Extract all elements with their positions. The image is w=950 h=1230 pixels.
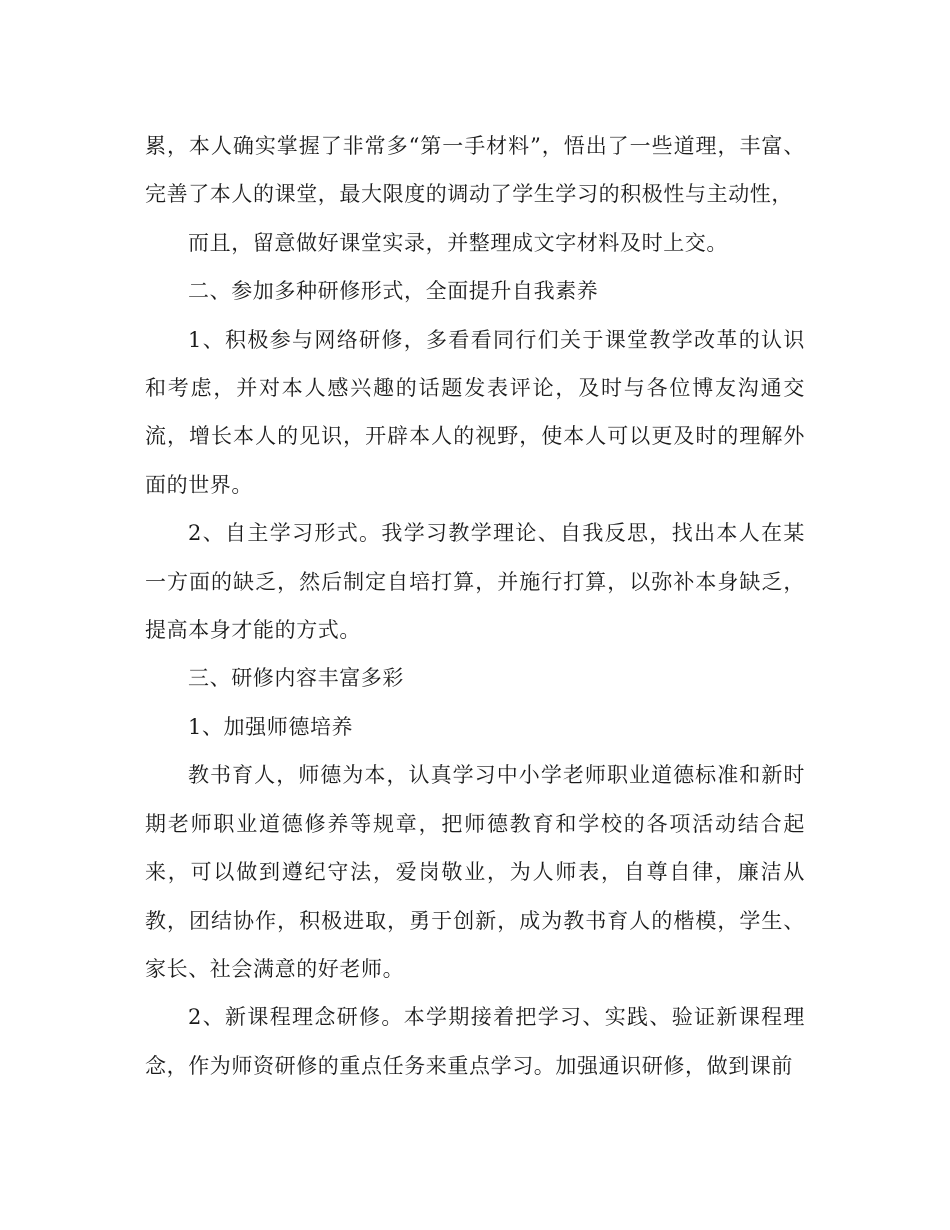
subheading-ethics: 1、加强师德培养 xyxy=(188,714,354,739)
paragraph-network-study: 1、积极参与网络研修，多看看同行们关于课堂教学改革的认识和考虑，并对本人感兴趣的话题发表评论，及时与各位博友沟通交流，增长本人的见识，开辟本人的视野，使本人可以更及时的理解外面的世界。 xyxy=(145,327,805,497)
document-body xyxy=(145,122,805,1090)
section-heading-2: 二、参加多种研修形式，全面提升自我素养 xyxy=(188,279,599,304)
section-heading-3: 三、研修内容丰富多彩 xyxy=(188,666,404,691)
paragraph-classroom-record: 而且，留意做好课堂实录，并整理成文字材料及时上交。 xyxy=(188,230,728,255)
paragraph-continuation: 累，本人确实掌握了非常多“第一手材料”，悟出了一些道理，丰富、完善了本人的课堂，最大限度的调动了学生学习的积极性与主动性， xyxy=(145,134,805,207)
paragraph-self-study: 2、自主学习形式。我学习教学理论、自我反思，找出本人在某一方面的缺乏，然后制定自培打算，并施行打算，以弥补本身缺乏，提高本身才能的方式。 xyxy=(145,521,805,643)
paragraph-new-curriculum: 2、新课程理念研修。本学期接着把学习、实践、验证新课程理念，作为师资研修的重点任务来重点学习。加强通识研修，做到课前 xyxy=(145,1005,805,1078)
paragraph-ethics: 教书育人，师德为本，认真学习中小学老师职业道德标准和新时期老师职业道德修养等规章，把师德教育和学校的各项活动结合起来，可以做到遵纪守法，爱岗敬业，为人师表，自尊自律，廉洁从教，团结协作，积极进取，勇于创新，成为教书育人的楷模，学生、家长、社会满意的好老师。 xyxy=(145,763,805,981)
